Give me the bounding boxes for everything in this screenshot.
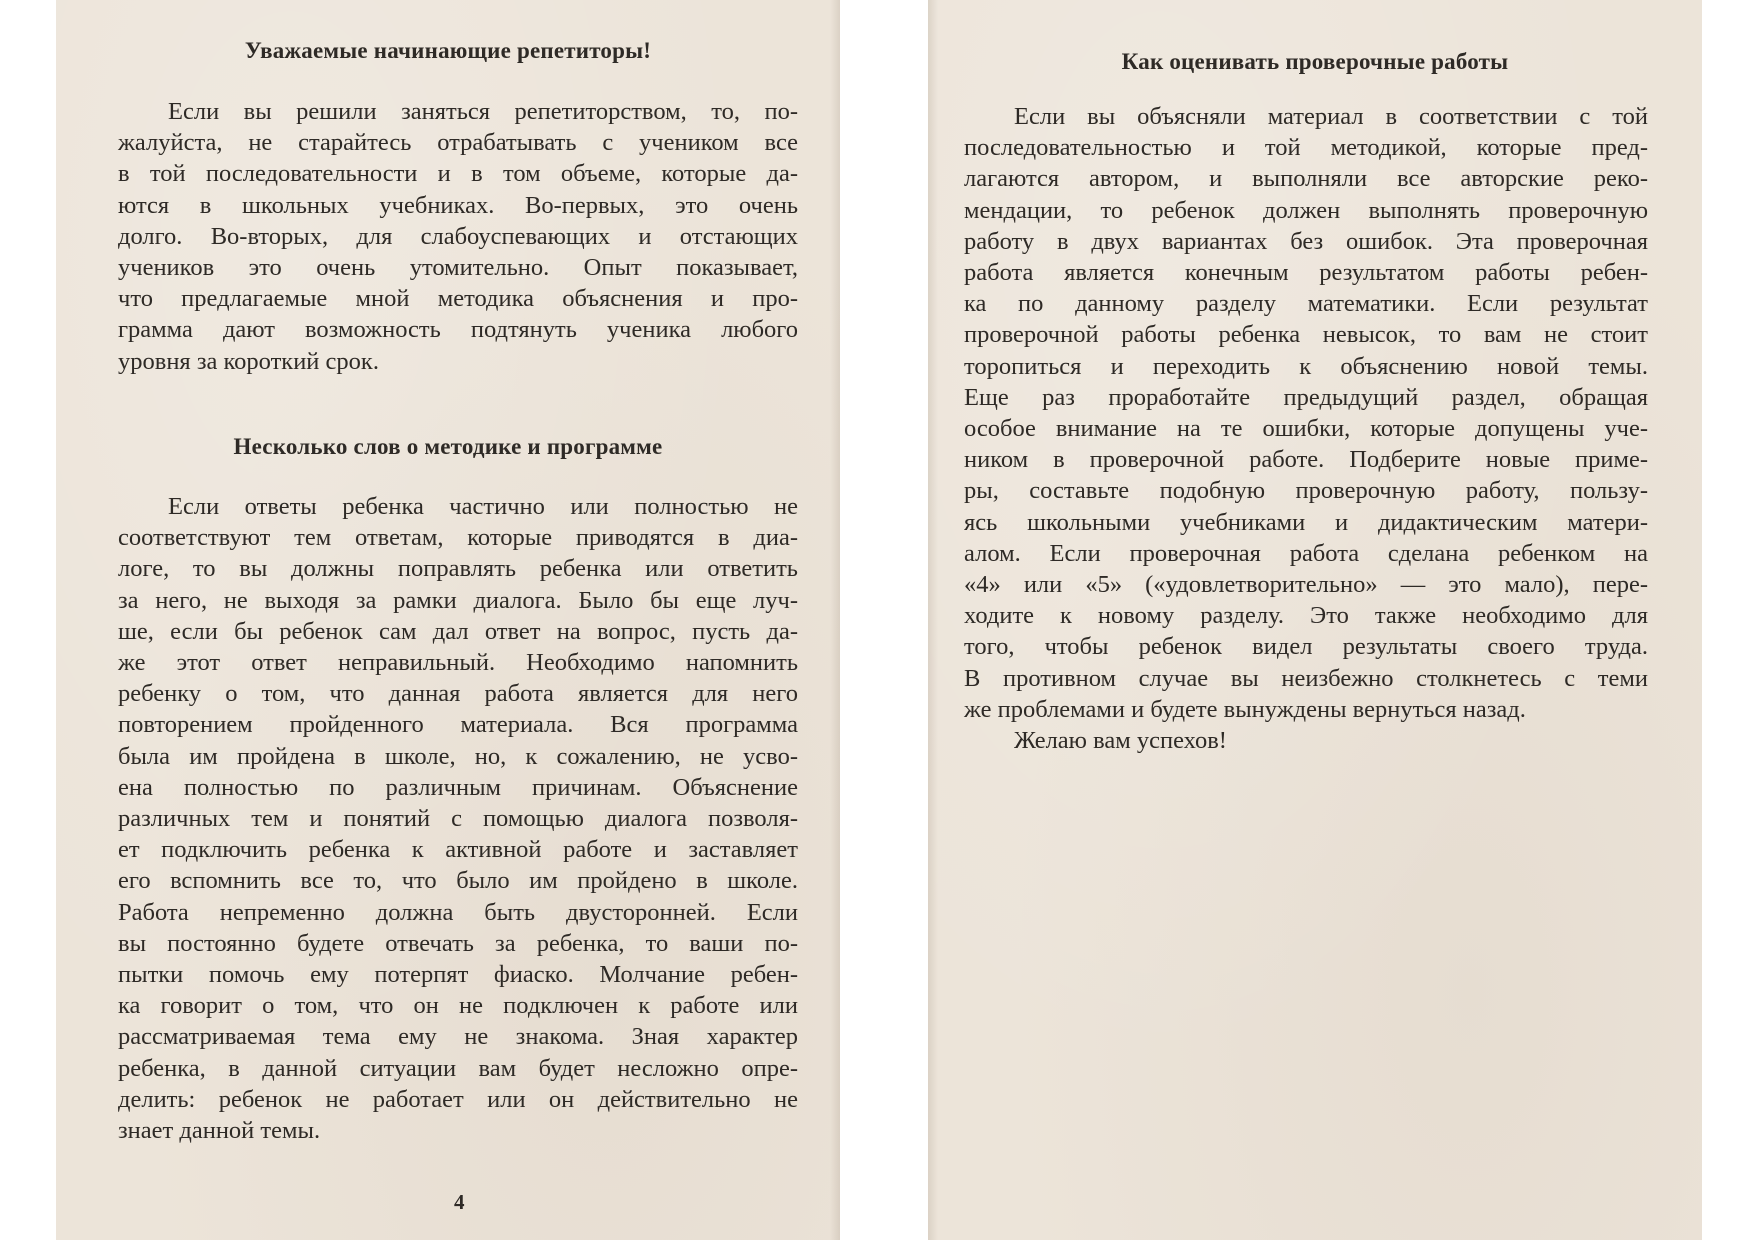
text-line: Если вы решили заняться репетиторством, то, по- xyxy=(168,98,798,125)
text-line: ходите к новому разделу. Это также необходимо для xyxy=(964,602,1648,630)
text-line: логе, то вы должны поправлять ребенка или ответить xyxy=(118,555,798,583)
text-line: за него, не выходя за рамки диалога. Было бы еще луч- xyxy=(118,586,798,614)
text-line: знает данной темы. xyxy=(118,1117,321,1145)
text-line: торопиться и переходить к объяснению новой темы. xyxy=(964,352,1648,380)
text-line: ребенка, в данной ситуации вам будет несложно опре- xyxy=(118,1054,798,1082)
text-line: Еще раз проработайте предыдущий раздел, обращая xyxy=(964,383,1648,411)
right-page xyxy=(928,0,1702,1240)
text-line: же этот ответ неправильный. Необходимо напомнить xyxy=(118,649,798,677)
text-line: ются в школьных учебниках. Во-первых, это очень xyxy=(118,191,798,219)
closing-line: Желаю вам успехов! xyxy=(1014,727,1227,755)
text-line: в той последовательности и в том объеме, которые да- xyxy=(118,160,798,188)
text-line: последовательностью и той методикой, которые пред- xyxy=(964,134,1648,162)
text-line: грамма дают возможность подтянуть ученика любого xyxy=(118,316,798,344)
text-line: лагаются автором, и выполняли все авторские реко- xyxy=(964,165,1648,193)
text-line: учеников это очень утомительно. Опыт показывает, xyxy=(118,254,798,282)
text-line: работу в двух вариантах без ошибок. Эта проверочная xyxy=(964,227,1648,255)
text-line: ка говорит о том, что он не подключен к работе или xyxy=(118,992,798,1020)
left-page xyxy=(56,0,840,1240)
text-line: ником в проверочной работе. Подберите новые приме- xyxy=(964,446,1648,474)
text-line: уровня за короткий срок. xyxy=(118,347,379,375)
text-line: Если вы объясняли материал в соответствии с той xyxy=(1014,103,1648,130)
text-line: ена полностью по различным причинам. Объяснение xyxy=(118,773,798,801)
text-line: жалуйста, не старайтесь отрабатывать с учеником все xyxy=(118,129,798,157)
text-line: ка по данному разделу математики. Если результат xyxy=(964,290,1648,318)
text-line: ребенку о том, что данная работа является для него xyxy=(118,680,798,708)
page-number: 4 xyxy=(454,1190,465,1214)
text-line: особое внимание на те ошибки, которые допущены уче- xyxy=(964,415,1648,443)
text-line: ет подключить ребенка к активной работе и заставляет xyxy=(118,836,798,864)
text-line: работа является конечным результатом работы ребен- xyxy=(964,259,1648,287)
heading-dear-tutors: Уважаемые начинающие репетиторы! xyxy=(244,38,652,63)
text-line: алом. Если проверочная работа сделана ребенком на xyxy=(964,539,1648,567)
text-line: ры, составьте подобную проверочную работу, пользу- xyxy=(964,477,1648,505)
text-line: Работа непременно должна быть двусторонней. Если xyxy=(118,898,798,926)
page-gutter-shadow xyxy=(928,0,938,1240)
text-line: того, чтобы ребенок видел результаты своего труда. xyxy=(964,633,1648,661)
text-line: что предлагаемые мной методика объяснения и про- xyxy=(118,285,798,313)
text-line: ясь школьными учебниками и дидактическим матери- xyxy=(964,508,1648,536)
text-line: делить: ребенок не работает или он действительно не xyxy=(118,1085,798,1113)
page-gutter-shadow xyxy=(830,0,840,1240)
paragraph-intro xyxy=(118,96,798,377)
text-line: ше, если бы ребенок сам дал ответ на вопрос, пусть да- xyxy=(118,617,798,645)
text-line: «4» или «5» («удовлетворительно» — это мало), пере- xyxy=(964,571,1648,599)
text-line: В противном случае вы неизбежно столкнетесь с теми xyxy=(964,664,1648,692)
paragraph-grading xyxy=(964,101,1648,756)
text-line: вы постоянно будете отвечать за ребенка, то ваши по- xyxy=(118,929,798,957)
text-line: долго. Во-вторых, для слабоуспевающих и отстающих xyxy=(118,222,798,250)
text-line: проверочной работы ребенка невысок, то вам не стоит xyxy=(964,321,1648,349)
text-line: его вспомнить все то, что было им пройдено в школе. xyxy=(118,867,798,895)
text-line: пытки помочь ему потерпят фиаско. Молчание ребен- xyxy=(118,961,798,989)
text-line: Если ответы ребенка частично или полностью не xyxy=(168,493,798,520)
heading-grading: Как оценивать проверочные работы xyxy=(1121,49,1509,74)
text-line: мендации, то ребенок должен выполнять проверочную xyxy=(964,196,1648,224)
text-line: различных тем и понятий с помощью диалога позволя- xyxy=(118,805,798,833)
text-line: повторением пройденного материала. Вся программа xyxy=(118,711,798,739)
paragraph-methodology xyxy=(118,491,798,1146)
text-line: же проблемами и будете вынуждены вернуться назад. xyxy=(964,695,1526,723)
heading-methodology: Несколько слов о методике и программе xyxy=(233,434,663,459)
text-line: была им пройдена в школе, но, к сожалению, не усво- xyxy=(118,742,798,770)
text-line: соответствуют тем ответам, которые приводятся в диа- xyxy=(118,524,798,552)
text-line: рассматриваемая тема ему не знакома. Зная характер xyxy=(118,1023,798,1051)
